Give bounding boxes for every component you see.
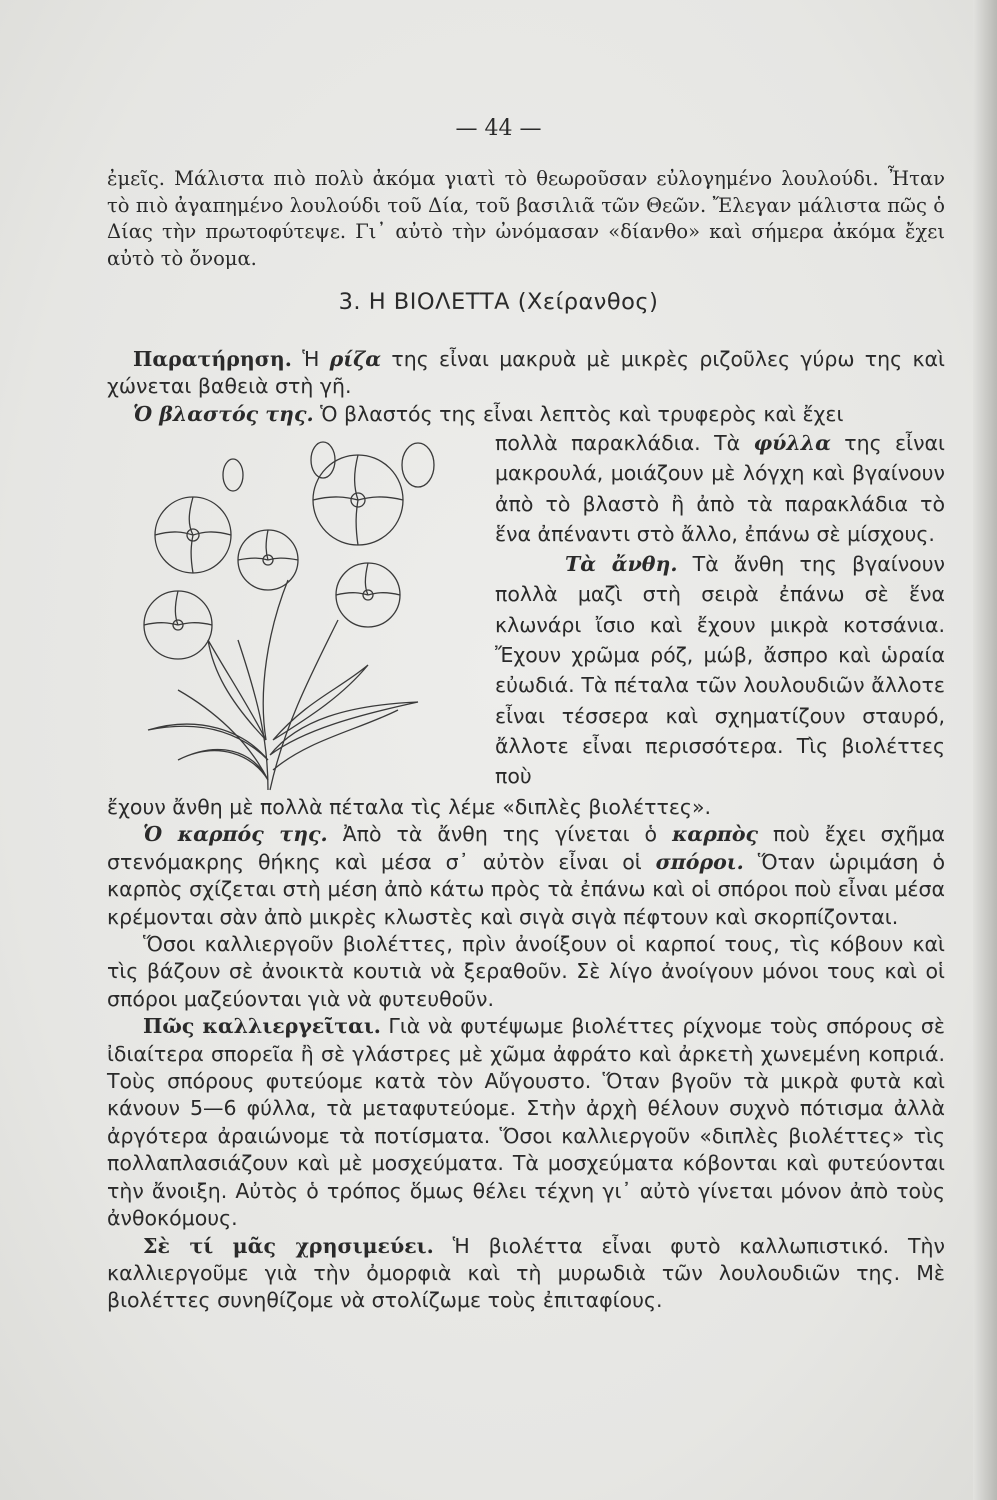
section-heading: 3. Η ΒΙΟΛΕΤΤΑ (Χείρανθος) — [338, 289, 659, 315]
stem-label: Ὁ βλαστός της. — [133, 402, 314, 426]
page-spine-shadow — [973, 0, 997, 1500]
leaves-flowers-paragraph: πολλὰ παρακλάδια. Τὰ φύλλα της εἶναι μακρουλά, μοιάζουν μὲ λόγχη καὶ βγαίνουν ἀπὸ τὸ βλαστὸ ἢ ἀπὸ τὰ παρακλάδια τὸ ἕνα ἀπέναντι στὸ ἄλλο, ἐπάνω σὲ μίσχους. Τὰ ἄνθη. Τὰ ἄνθη της βγαίνουν πολλὰ μαζὶ στὴ σειρὰ ἐπάνω σὲ ἕνα κλωνάρι ἴσιο καὶ ἔχουν μικρὰ κοτσάνια. Ἔχουν χρῶμα ρόζ, μώβ, ἄσπρο καὶ ὡραία εὐωδιά. Τὰ πέταλα τῶν λουλουδιῶν ἄλλοτε εἶναι τέσσερα καὶ σχηματίζουν σταυρό, ἄλλοτε εἶναι περισσότερα. Τὶς βιολέττες ποὺ — [495, 431, 946, 789]
observation-paragraph: Παρατήρηση. Ἡ ρίζα της εἶναι μακρυὰ μὲ μικρὲς ριζοῦλες γύρω της καὶ χώνεται βαθειὰ στὴ γῆ. — [107, 347, 945, 399]
use-label: Σὲ τί μᾶς χρησιμεύει. — [143, 1233, 434, 1258]
fruit-label: Ὁ καρπός της. — [143, 822, 328, 847]
cultivation-label: Πῶς καλλιεργεῖται. — [143, 1014, 381, 1039]
use-paragraph: Σὲ τί μᾶς χρησιμεύει. Ἡ βιολέττα εἶναι φυτὸ καλλωπιστικό. Τὴν καλλιεργοῦμε γιὰ τὴν ὀμορφιὰ καὶ τὴ μυρωδιὰ τῶν λουλουδιῶν της. Μὲ βιολέττες συνηθίζομε νὰ στολίζωμε τοὺς ἐπιταφίους. — [107, 1233, 945, 1313]
intro-paragraph: ἐμεῖς. Μάλιστα πιὸ πολὺ ἀκόμα γιατὶ τὸ θεωροῦσαν εὐλογημένο λουλούδι. Ἦταν τὸ πιὸ ἀγαπημένο λουλούδι τοῦ Δία, τοῦ βασιλιᾶ τῶν Θεῶν. Ἔλεγαν μάλιστα πῶς ὁ Δίας τὴν πρωτοφύτεψε. Γι᾽ αὐτὸ τὴν ὠνόμασαν «δίανθο» καὶ σήμερα ἀκόμα ἔχει αὐτὸ τὸ ὄνομα. — [107, 167, 945, 270]
observation-label: Παρατήρηση. — [133, 347, 292, 371]
cultivation-paragraph: Πῶς καλλιεργεῖται. Γιὰ νὰ φυτέψωμε βιολέττες ρίχνομε τοὺς σπόρους σὲ ἰδιαίτερα σπορεῖα ἢ σὲ γλάστρες μὲ χῶμα ἀφράτο καὶ ἀρκετὴ χωνεμένη κοπριά. Τοὺς σπόρους φυτεύομε κατὰ τὸν Αὔγουστο. Ὅταν βγοῦν τὰ μικρὰ φυτὰ καὶ κάνουν 5—6 φύλλα, τὰ μεταφυτεύομε. Στὴν ἀρχὴ θέλουν συχνὸ πότισμα ἀλλὰ ἀργότερα ἀραιώνομε τὰ ποτίσματα. Ὅσοι καλλιεργοῦν «διπλὲς βιολέττες» τὶς πολλαπλασιάζουν καὶ μὲ μοσχεύματα. Τὰ μοσχεύματα κόβονται καὶ φυτεύονται τὴν ἄνοιξη. Αὐτὸς ὁ τρόπος ὅμως θέλει τέχνη γι᾽ αὐτὸ γίνεται μόνον ἀπὸ τοὺς ἀνθοκόμους. — [107, 1014, 945, 1231]
body-text — [107, 794, 945, 1315]
fruit-paragraph: Ὁ καρπός της. Ἀπὸ τὰ ἄνθη της γίνεται ὁ καρπὸς ποὺ ἔχει σχῆμα στενόμακρης θήκης καὶ μέσα σ᾽ αὐτὸν εἶναι οἱ σπόροι. Ὅταν ὡριμάση ὁ καρπὸς σχίζεται στὴ μέση ἀπὸ κάτω πρὸς τὰ ἐπάνω καὶ οἱ σπόροι ποὺ εἶναι μέσα κρέμονται σὰν ἀπὸ μικρὲς κλωστὲς καὶ σιγὰ σιγὰ πέφτουν καὶ σκορπίζονται. — [107, 822, 946, 929]
page-number: — 44 — — [455, 116, 542, 141]
seeds-term: σπόροι. — [655, 849, 744, 874]
flowers-label: Τὰ ἄνθη. — [565, 552, 678, 577]
stem-paragraph: Ὁ βλαστός της. Ὁ βλαστός της εἶναι λεπτὸς καὶ τρυφερὸς καὶ ἔχει — [133, 402, 844, 426]
growers-paragraph: Ὅσοι καλλιεργοῦν βιολέττες, πρὶν ἀνοίξουν οἱ καρποί τους, τὶς κόβουν καὶ τὶς βάζουν σὲ ἀνοικτὰ κουτιὰ νὰ ξεραθοῦν. Σὲ λίγο ἀνοίγουν μόνοι τους καὶ οἱ σπόροι μαζεύονται γιὰ νὰ φυτευθοῦν. — [107, 932, 945, 1011]
wallflower-illustration — [118, 440, 458, 795]
leaves-term: φύλλα — [753, 431, 831, 455]
fruit-term: καρπὸς — [672, 822, 758, 847]
root-term: ρίζα — [329, 347, 382, 371]
double-violets-line: ἔχουν ἄνθη μὲ πολλὰ πέταλα τὶς λέμε «διπλὲς βιολέττες». — [107, 795, 711, 819]
